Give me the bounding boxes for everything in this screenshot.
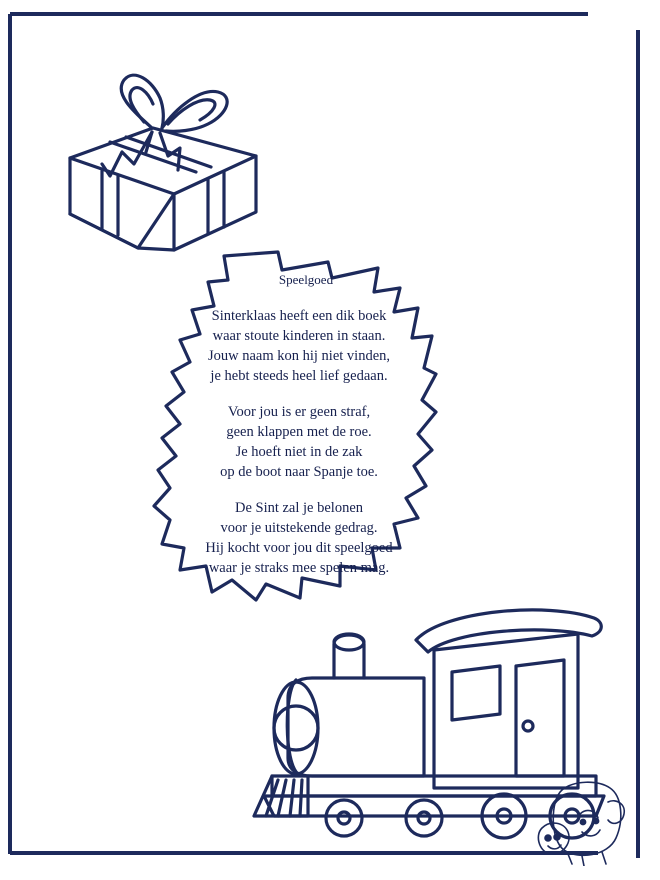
poem-line: je hebt steeds heel lief gedaan. (210, 368, 388, 384)
poem-line: Sinterklaas heeft een dik boek (211, 308, 387, 324)
poem-line: waar je straks mee spelen mag. (208, 560, 390, 576)
site-logo-drawing (520, 780, 638, 866)
poem-stanza (168, 306, 430, 386)
poem-stanza (168, 498, 430, 578)
poem-line: geen klappen met de roe. (226, 424, 372, 440)
page-border-left (8, 14, 12, 854)
poem-line: op de boot naar Spanje toe. (220, 464, 378, 480)
page-border-right (636, 30, 640, 858)
poem-line: Je hoeft niet in de zak (235, 444, 363, 460)
poem-line: voor je uitstekende gedrag. (220, 520, 378, 536)
page-border-bottom (10, 851, 598, 855)
poem-line: Voor jou is er geen straf, (227, 404, 371, 420)
poem-line: Hij kocht voor jou dit speelgoed (205, 540, 393, 556)
poem-title: Speelgoed (278, 272, 334, 287)
page-border-top (10, 12, 588, 16)
poem-line: De Sint zal je belonen (234, 500, 364, 516)
poem-stanza (168, 402, 430, 482)
poem-line: waar stoute kinderen in staan. (212, 328, 386, 344)
poem-line: Jouw naam kon hij niet vinden, (207, 348, 391, 364)
gift-box-drawing (48, 36, 278, 266)
poem-block (168, 272, 430, 594)
